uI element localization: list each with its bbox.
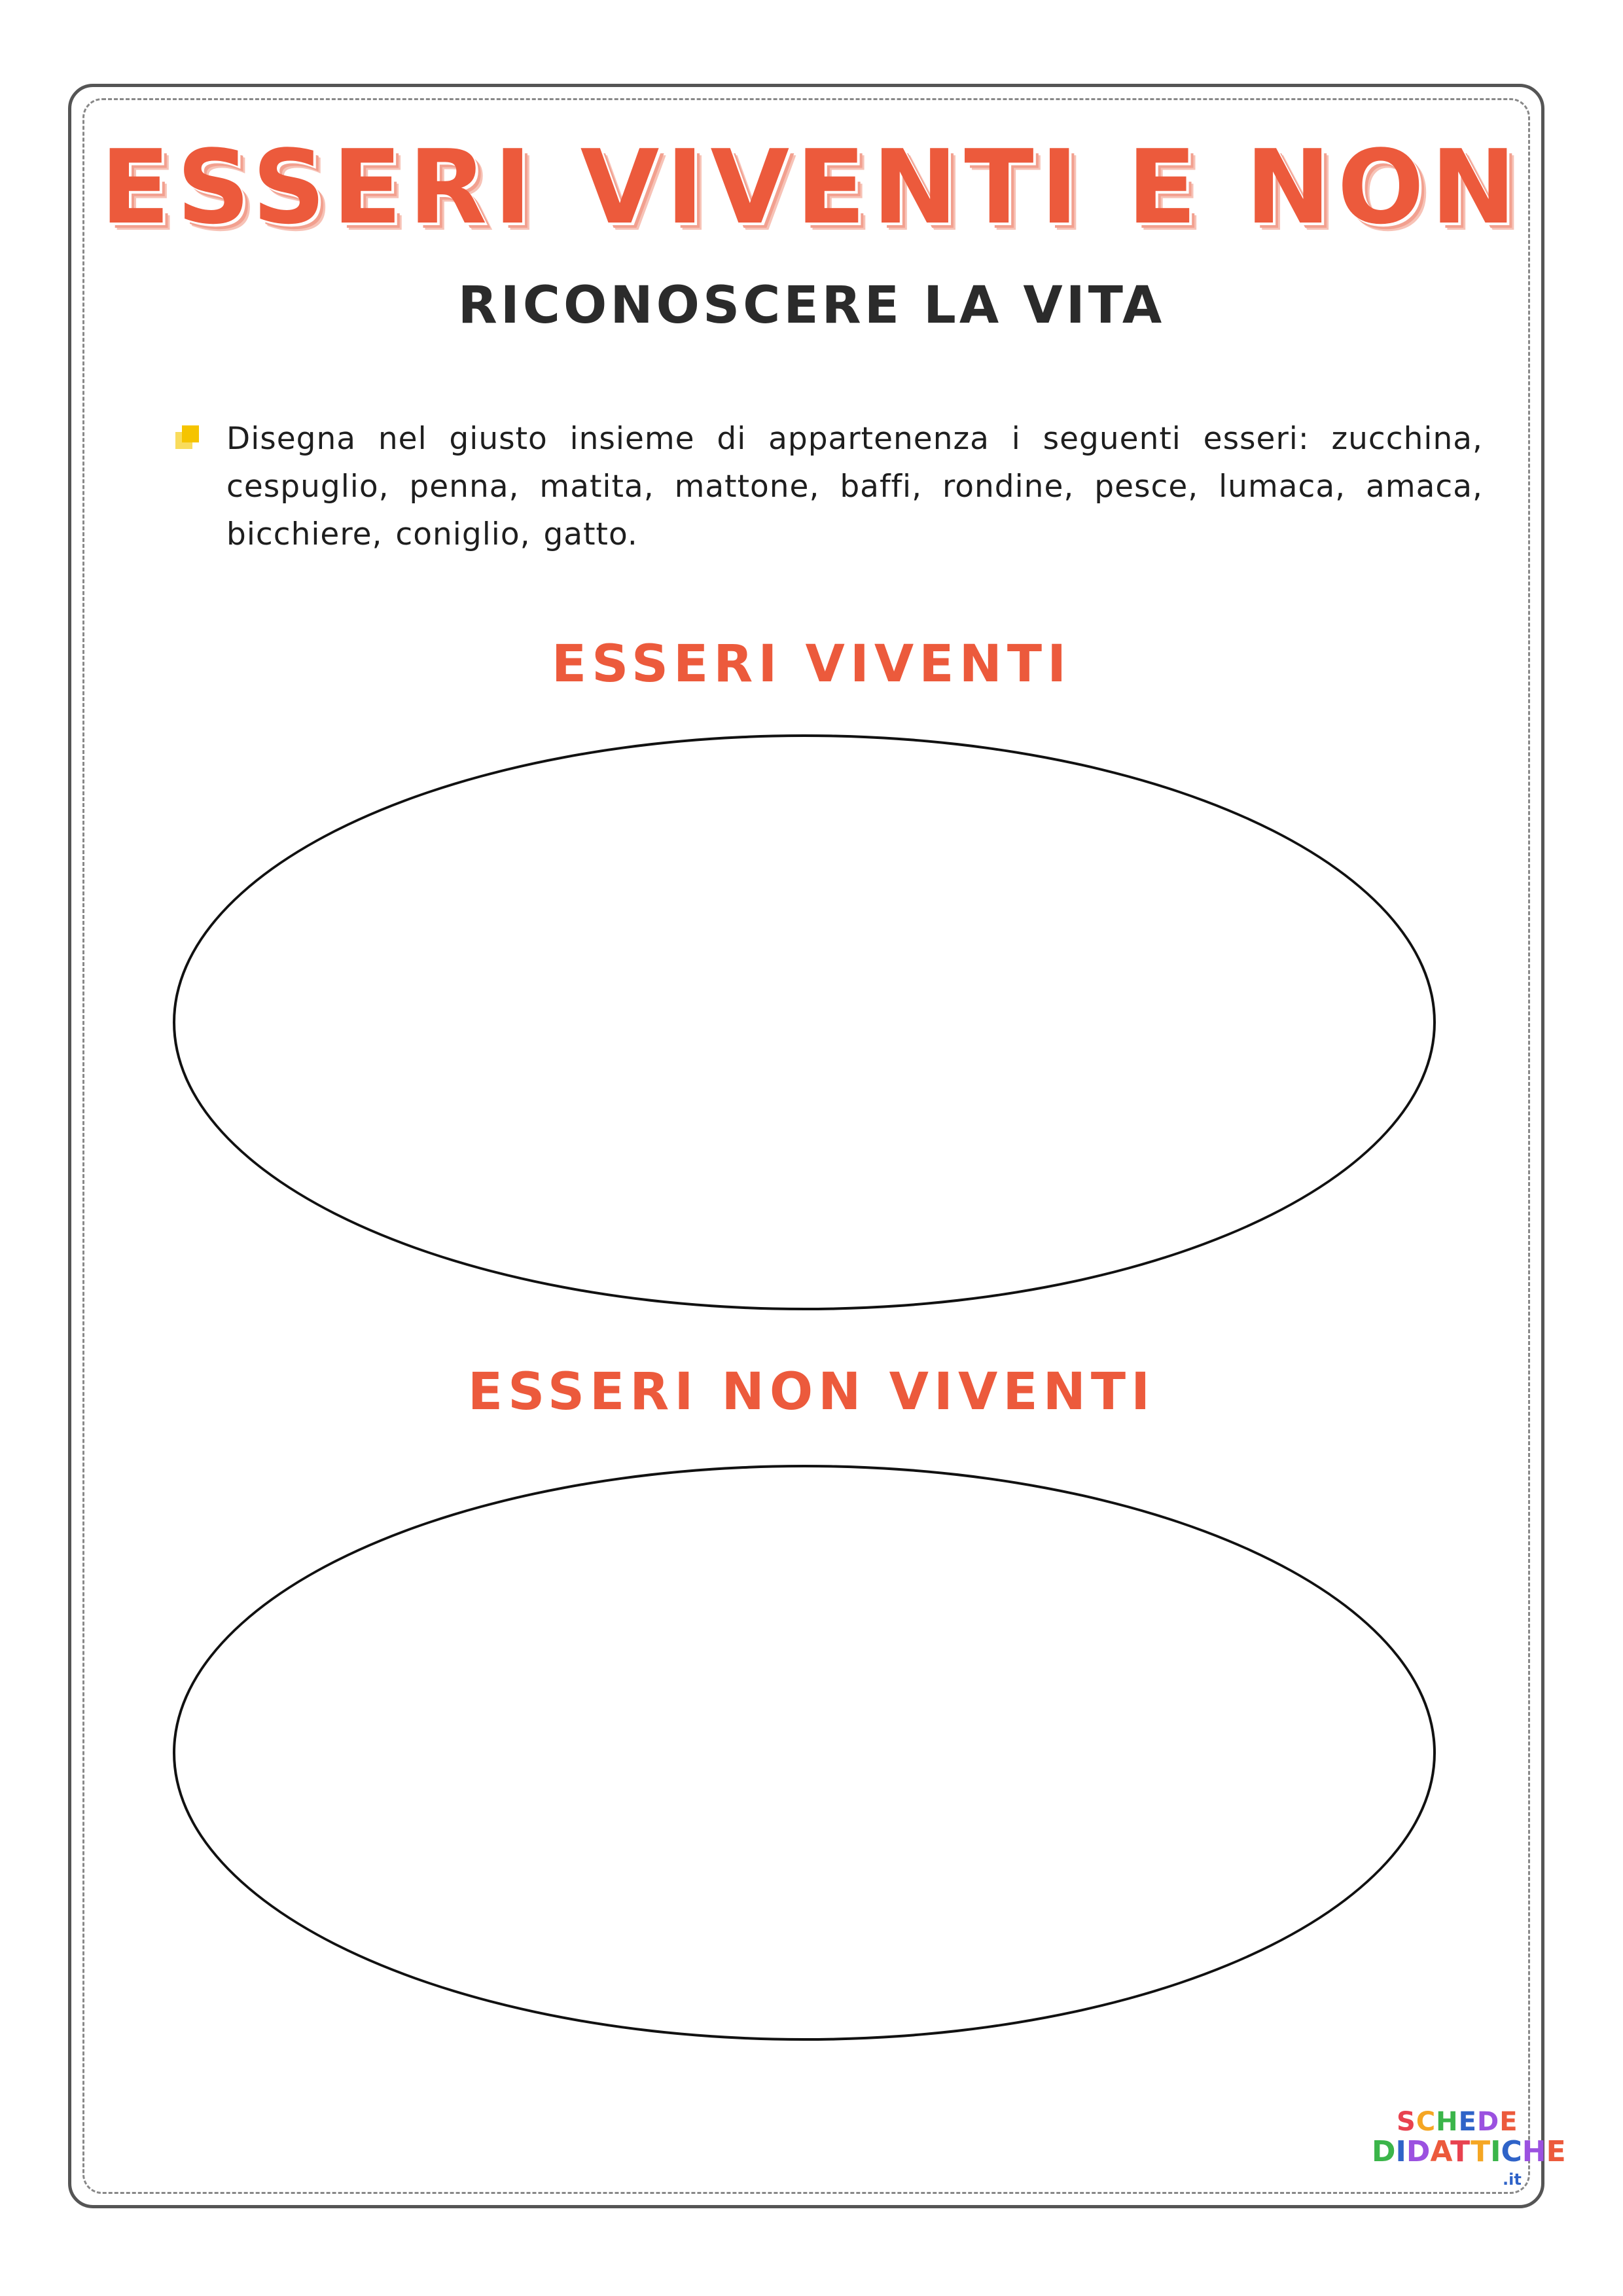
- logo-letter: H: [1522, 2135, 1546, 2168]
- logo-line-2: [1372, 2135, 1566, 2168]
- logo-letter: E: [1458, 2107, 1477, 2137]
- logo-letter: T: [1471, 2135, 1491, 2168]
- logo-letter: S: [1397, 2107, 1416, 2137]
- logo-letter: D: [1372, 2135, 1396, 2168]
- set-ellipse-non-viventi: [173, 1465, 1436, 2041]
- logo-letter: C: [1501, 2135, 1522, 2168]
- logo-letter: E: [1546, 2135, 1566, 2168]
- logo-line-3: .it: [1503, 2170, 1522, 2189]
- section-title-non-viventi: ESSERI NON VIVENTI: [467, 1363, 1156, 1422]
- logo-letter: I: [1395, 2135, 1406, 2168]
- logo-line-1: [1397, 2109, 1518, 2135]
- logo-letter: D: [1406, 2135, 1431, 2168]
- site-logo: [1365, 2107, 1566, 2207]
- logo-letter: A: [1430, 2135, 1451, 2168]
- set-ellipse-viventi: [173, 734, 1436, 1310]
- instruction-text: Disegna nel giusto insieme di appartenenza i seguenti esseri: zucchina, cespuglio, penna, matita, mattone, baffi, rondine, pesce, lumaca, amaca, bicchiere, coniglio, gatto.: [226, 421, 1483, 552]
- instruction-block: [174, 415, 1483, 558]
- bullet-square-icon: [174, 424, 200, 450]
- logo-letter: C: [1416, 2107, 1436, 2137]
- logo-letter: T: [1450, 2135, 1471, 2168]
- logo-letter: E: [1499, 2107, 1518, 2137]
- worksheet-subtitle: RICONOSCERE LA VITA: [457, 276, 1166, 335]
- worksheet-title: ESSERI VIVENTI E NON: [100, 128, 1523, 247]
- logo-letter: I: [1490, 2135, 1501, 2168]
- logo-letter: D: [1476, 2107, 1500, 2137]
- section-title-viventi: ESSERI VIVENTI: [551, 635, 1072, 694]
- logo-letter: H: [1436, 2107, 1459, 2137]
